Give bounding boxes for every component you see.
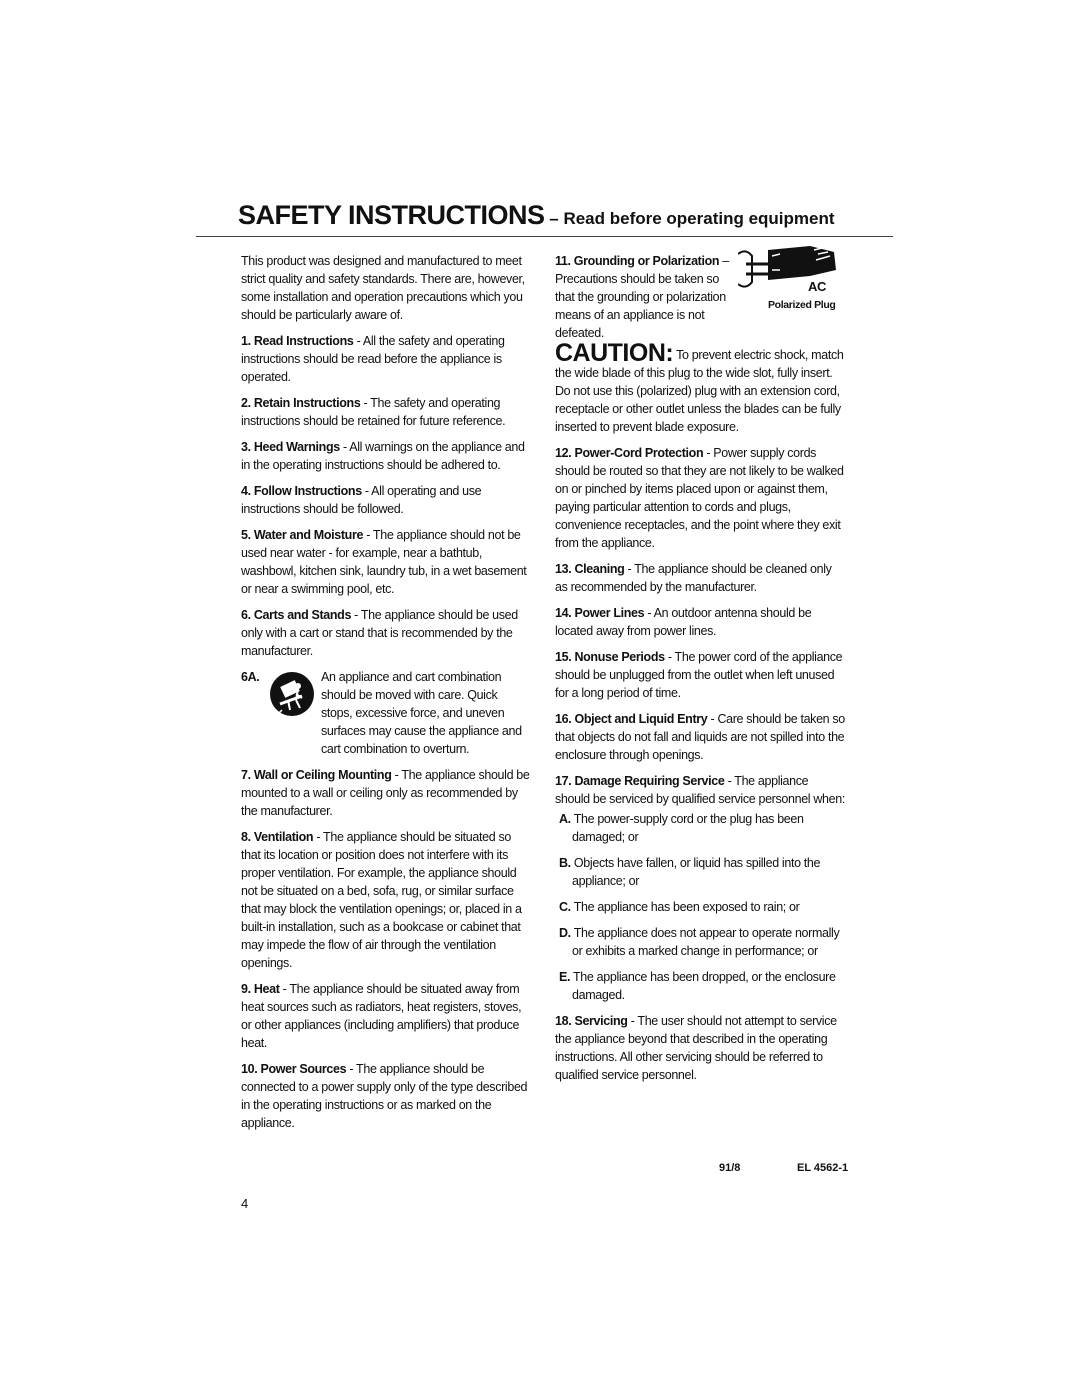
- item-number: 14.: [555, 606, 572, 620]
- item-12: [555, 444, 845, 552]
- right-column: [555, 252, 845, 1092]
- item-1: [241, 332, 531, 386]
- item-text: - Care should be taken so that objects do not fall and liquids are not spilled into the enclosure through openings.: [555, 712, 845, 762]
- item-text: - The appliance should be serviced by qualified service personnel when:: [555, 774, 845, 806]
- item-text: - An outdoor antenna should be located away from power lines.: [555, 606, 812, 638]
- item-text: – Precautions should be taken so that the grounding or polarization means of an appliance is not defeated.: [555, 254, 729, 340]
- item-number: C.: [559, 900, 571, 914]
- item-6a: [241, 668, 531, 758]
- item-heading: Nonuse Periods: [574, 650, 665, 664]
- footer-code: 91/8: [719, 1162, 741, 1174]
- caution-label: CAUTION:: [555, 339, 674, 367]
- item-number: A.: [559, 812, 571, 826]
- item-heading: Servicing: [574, 1014, 628, 1028]
- item-number: 10.: [241, 1062, 258, 1076]
- item-heading: Cleaning: [574, 562, 625, 576]
- item-heading: Read Instructions: [253, 334, 354, 348]
- item-text: - All warnings on the appliance and in the operating instructions should be adhered to.: [241, 440, 525, 472]
- item-number: 3.: [241, 440, 251, 454]
- item-text: - The appliance should be connected to a power supply only of the type described in the operating instructions or as marked on the appliance.: [241, 1062, 528, 1130]
- title-dash: –: [544, 209, 564, 228]
- item-heading: Water and Moisture: [253, 528, 364, 542]
- item-text: - The user should not attempt to service the appliance beyond that described in the operating instructions. All other servicing should be referred to qualified service personnel.: [555, 1014, 837, 1082]
- item-text: - Power supply cords should be routed so that they are not likely to be walked on or pinched by items placed upon or against them, paying particular attention to cords and plugs, convenience receptacles, and the point where they exit from the appliance.: [555, 446, 844, 550]
- item-number: 6.: [241, 608, 251, 622]
- item-heading: Heat: [253, 982, 280, 996]
- item-number: 2.: [241, 396, 251, 410]
- item-number: B.: [559, 856, 571, 870]
- item-number: 4.: [241, 484, 251, 498]
- item-number: 1.: [241, 334, 251, 348]
- item-number: 15.: [555, 650, 572, 664]
- item-2: [241, 394, 531, 430]
- item-text: - The appliance should be mounted to a wall or ceiling only as recommended by the manufacturer.: [241, 768, 530, 818]
- item-number: D.: [559, 926, 571, 940]
- item-4: [241, 482, 531, 518]
- item-heading: Damage Requiring Service: [574, 774, 725, 788]
- item-text: The appliance does not appear to operate normally or exhibits a marked change in performance; or: [570, 926, 840, 958]
- item-text: - The safety and operating instructions should be retained for future reference.: [241, 396, 506, 428]
- item-11-text: [555, 252, 735, 342]
- item-heading: Object and Liquid Entry: [574, 712, 708, 726]
- item-5: [241, 526, 531, 598]
- item-13: [555, 560, 845, 596]
- item-18: [555, 1012, 845, 1084]
- title-main: SAFETY INSTRUCTIONS: [238, 200, 545, 230]
- item-heading: Heed Warnings: [253, 440, 340, 454]
- item-15: [555, 648, 845, 702]
- left-column: [241, 252, 531, 1140]
- item-heading: Follow Instructions: [253, 484, 362, 498]
- item-17d: [555, 924, 845, 960]
- item-17: [555, 772, 845, 808]
- item-text: - The appliance should be situated away from heat sources such as radiators, heat registers, stoves, or other appliances (including amplifiers) that produce heat.: [241, 982, 522, 1050]
- item-heading: Grounding or Polarization: [573, 254, 720, 268]
- item-text: - The appliance should be cleaned only as recommended by the manufacturer.: [555, 562, 832, 594]
- title-sub: Read before operating equipment: [563, 209, 835, 228]
- intro-paragraph: This product was designed and manufactured to meet strict quality and safety standards. There are, however, some installation and operation precautions which you should be particularly aware of.: [241, 254, 525, 322]
- title-rule: [196, 236, 893, 237]
- item-text: - The appliance should not be used near water - for example, near a bathtub, washbowl, kitchen sink, laundry tub, in a wet basement or near a swimming pool, etc.: [241, 528, 527, 596]
- item-text: - All operating and use instructions should be followed.: [241, 484, 482, 516]
- item-text: The power-supply cord or the plug has been damaged; or: [570, 812, 804, 844]
- item-text: Objects have fallen, or liquid has spilled into the appliance; or: [570, 856, 821, 888]
- item-number: 9.: [241, 982, 251, 996]
- item-number: 7.: [241, 768, 251, 782]
- item-text: - All the safety and operating instructions should be read before the appliance is operated.: [241, 334, 505, 384]
- item-text: - The appliance should be situated so that its location or position does not interfere with its proper ventilation. For example, the appliance should not be situated on a bed, sofa, rug, or similar surface that may block the ventilation openings; or, placed in a built-in installation, such as a bookcase or cabinet that may impede the flow of air through the ventilation openings.: [241, 830, 522, 970]
- item-10: [241, 1060, 531, 1132]
- item-number: 16.: [555, 712, 572, 726]
- caution-paragraph: [555, 339, 845, 436]
- item-16: [555, 710, 845, 764]
- plug-caption: Polarized Plug: [768, 299, 836, 311]
- item-17b: [555, 854, 845, 890]
- item-11: [555, 252, 845, 342]
- item-17a: [555, 810, 845, 846]
- item-17c: [555, 898, 845, 916]
- item-text: The appliance has been dropped, or the enclosure damaged.: [570, 970, 836, 1002]
- item-number: 18.: [555, 1014, 572, 1028]
- cart-tipover-warning-icon: [268, 670, 316, 718]
- item-text: - The appliance should be used only with a cart or stand that is recommended by the manufacturer.: [241, 608, 518, 658]
- item-3: [241, 438, 531, 474]
- item-number: 6A.: [241, 670, 260, 684]
- item-6: [241, 606, 531, 660]
- item-number: 11.: [555, 254, 571, 268]
- item-number: 5.: [241, 528, 251, 542]
- page-number: 4: [241, 1196, 249, 1211]
- item-number: E.: [559, 970, 571, 984]
- item-14: [555, 604, 845, 640]
- item-text: An appliance and cart combination should be moved with care. Quick stops, excessive force, and uneven surfaces may cause the appliance and cart combination to overturn.: [321, 670, 522, 756]
- page-title: [238, 200, 835, 231]
- item-8: [241, 828, 531, 972]
- item-heading: Retain Instructions: [253, 396, 361, 410]
- item-heading: Power Lines: [574, 606, 645, 620]
- caution-text: To prevent electric shock, match the wide blade of this plug to the wide slot, fully insert. Do not use this (polarized) plug with an extension cord, receptacle or other outlet unless the blades can be fully inserted to prevent blade exposure.: [555, 348, 844, 434]
- item-heading: Carts and Stands: [253, 608, 352, 622]
- item-9: [241, 980, 531, 1052]
- item-number: 12.: [555, 446, 572, 460]
- item-number: 13.: [555, 562, 572, 576]
- item-text: - The power cord of the appliance should be unplugged from the outlet when left unused for a long period of time.: [555, 650, 843, 700]
- item-number: 8.: [241, 830, 251, 844]
- item-heading: Power-Cord Protection: [574, 446, 704, 460]
- item-heading: Wall or Ceiling Mounting: [253, 768, 392, 782]
- item-17e: [555, 968, 845, 1004]
- footer-document-id: EL 4562-1: [797, 1162, 849, 1174]
- item-heading: Power Sources: [260, 1062, 347, 1076]
- item-text: The appliance has been exposed to rain; or: [570, 900, 800, 914]
- item-7: [241, 766, 531, 820]
- item-heading: Ventilation: [253, 830, 314, 844]
- item-number: 17.: [555, 774, 572, 788]
- plug-ac-label: AC: [808, 279, 827, 294]
